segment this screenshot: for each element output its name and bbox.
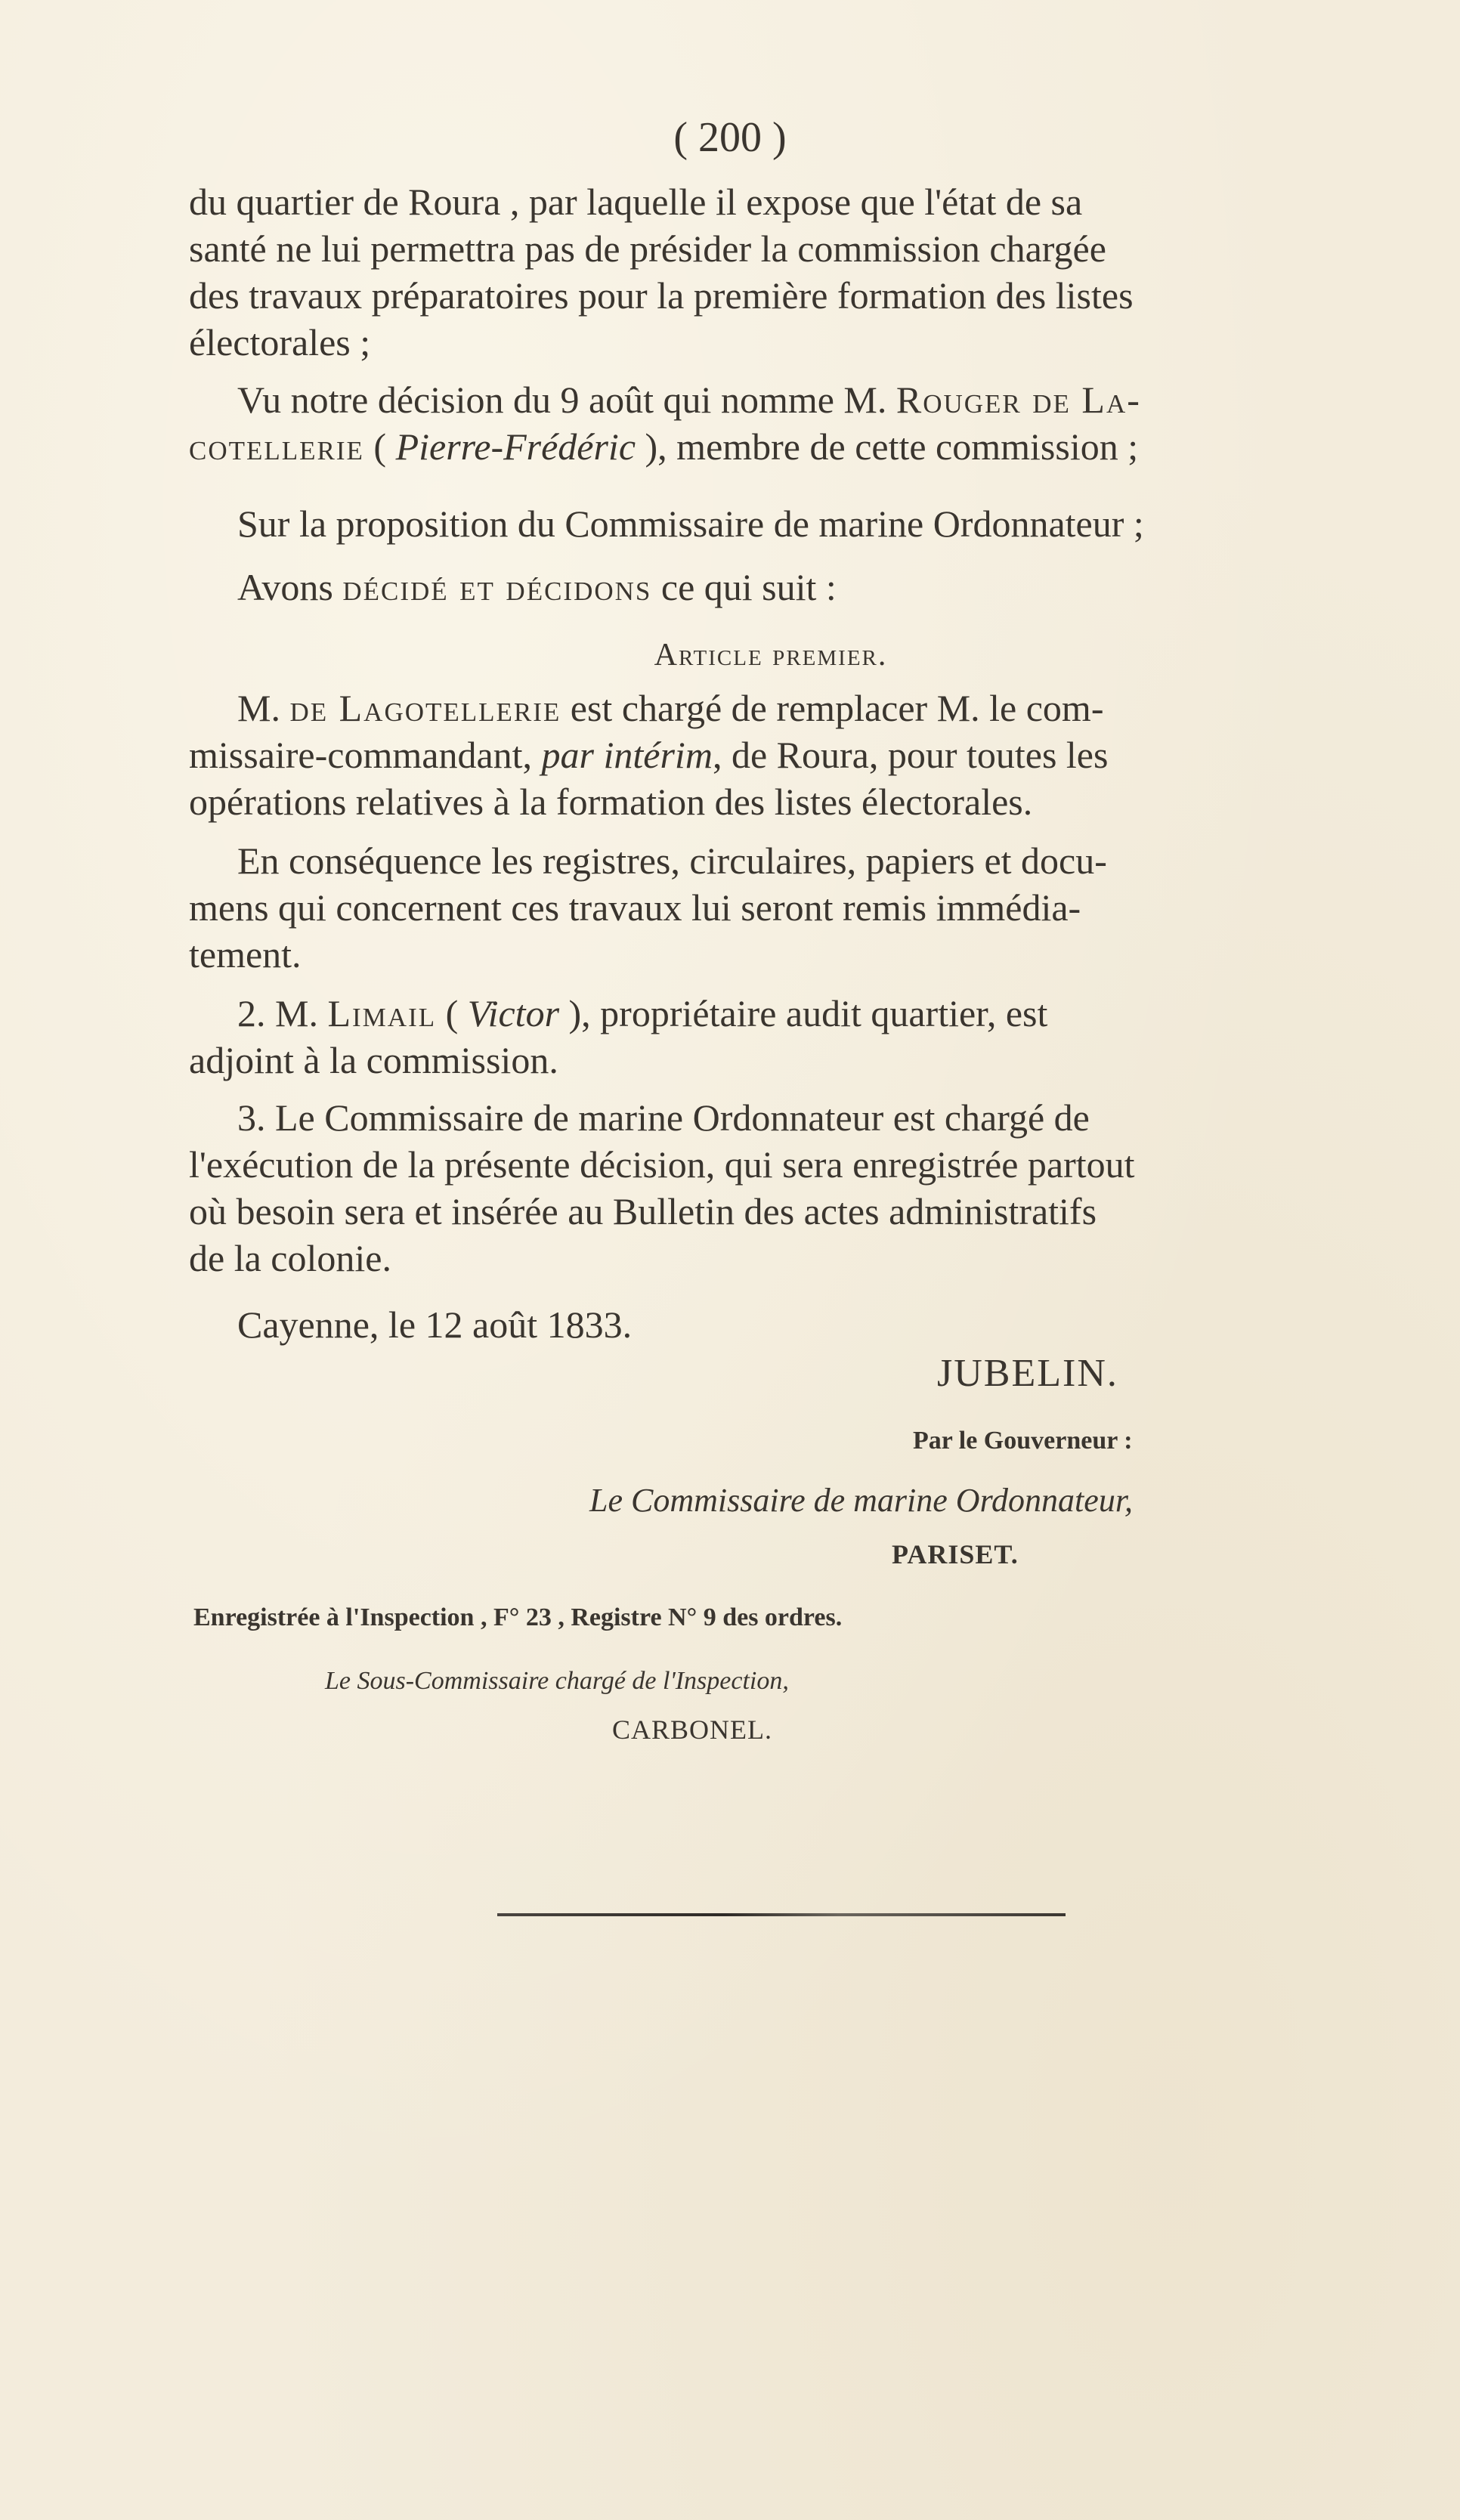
text-line — [189, 685, 1353, 731]
text-run: Avons — [237, 566, 343, 608]
paragraph-intro — [189, 178, 1353, 366]
italic-term: par intérim — [541, 734, 713, 776]
text-line: du quartier de Roura , par laquelle il expose que l'état de sa — [189, 181, 1083, 223]
text-line — [189, 990, 1353, 1037]
paragraph-article-2 — [189, 990, 1353, 1084]
governor-signature: JUBELIN. — [937, 1352, 1118, 1395]
text-run: ), membre de cette commission ; — [636, 425, 1139, 468]
text-run: 2. M. — [237, 992, 328, 1034]
sous-commissaire-name: CARBONEL. — [612, 1715, 773, 1745]
text-line: adjoint à la commission. — [189, 1039, 558, 1081]
text-line — [189, 423, 1353, 470]
name-smallcaps: cotellerie — [189, 425, 364, 468]
text-line: 3. Le Commissaire de marine Ordonnateur est chargé de — [237, 1096, 1090, 1139]
text-line — [189, 376, 1353, 423]
paragraph-avons — [189, 564, 1353, 611]
date-line: Cayenne, le 12 août 1833. — [237, 1303, 633, 1346]
text-run: Vu notre décision du 9 août qui nomme M. — [237, 379, 896, 421]
commissaire-title: Le Commissaire de marine Ordonnateur, — [589, 1482, 1134, 1519]
given-name-italic: Victor — [467, 992, 560, 1034]
name-smallcaps: de Lagotellerie — [289, 687, 561, 729]
text-run: missaire-commandant, — [189, 734, 542, 776]
text-run: ( — [436, 992, 468, 1034]
text-line: mens qui concernent ces travaux lui seront remis immédia- — [189, 886, 1081, 929]
given-name-italic: Pierre-Frédéric — [395, 425, 636, 468]
text-run: ce qui suit : — [651, 566, 837, 608]
par-le-gouverneur: Par le Gouverneur : — [913, 1427, 1133, 1455]
decision-smallcaps: décidé et décidons — [342, 566, 652, 608]
text-line: où besoin sera et insérée au Bulletin des actes administratifs — [189, 1190, 1097, 1232]
text-run: ), propriétaire audit quartier, est — [559, 992, 1048, 1034]
sous-commissaire-title: Le Sous-Commissaire chargé de l'Inspection, — [325, 1667, 789, 1695]
text-run: , de Roura, pour toutes les — [712, 734, 1109, 776]
paragraph-proposition: Sur la proposition du Commissaire de marine Ordonnateur ; — [237, 502, 1144, 545]
text-line: En conséquence les registres, circulaires, papiers et docu- — [237, 839, 1107, 882]
commissaire-name: PARISET. — [892, 1539, 1019, 1569]
text-line: santé ne lui permettra pas de présider la commission chargée — [189, 227, 1106, 270]
text-line: des travaux préparatoires pour la première formation des listes — [189, 274, 1134, 317]
text-line: tement. — [189, 933, 302, 976]
text-run: est chargé de remplacer M. le com- — [561, 687, 1104, 729]
text-line: de la colonie. — [189, 1237, 391, 1279]
name-smallcaps: Limail — [327, 992, 437, 1034]
registration-note: Enregistrée à l'Inspection , F° 23 , Registre N° 9 des ordres. — [193, 1603, 843, 1631]
paragraph-vu — [189, 376, 1353, 470]
article-heading: Article premier. — [654, 638, 888, 673]
text-run: ( — [363, 425, 396, 468]
text-line: l'exécution de la présente décision, qui sera enregistrée partout — [189, 1143, 1135, 1186]
text-line: opérations relatives à la formation des listes électorales. — [189, 781, 1033, 823]
paragraph-article-1 — [189, 685, 1353, 825]
page-number: ( 200 ) — [673, 114, 787, 161]
text-line: électorales ; — [189, 321, 371, 363]
closing-rule — [497, 1913, 1066, 1916]
name-smallcaps: Rouger de La- — [895, 379, 1141, 421]
paragraph-article-3 — [189, 1094, 1353, 1282]
text-run: M. — [237, 687, 290, 729]
paragraph-consequence — [189, 837, 1353, 978]
text-line — [189, 731, 1353, 778]
